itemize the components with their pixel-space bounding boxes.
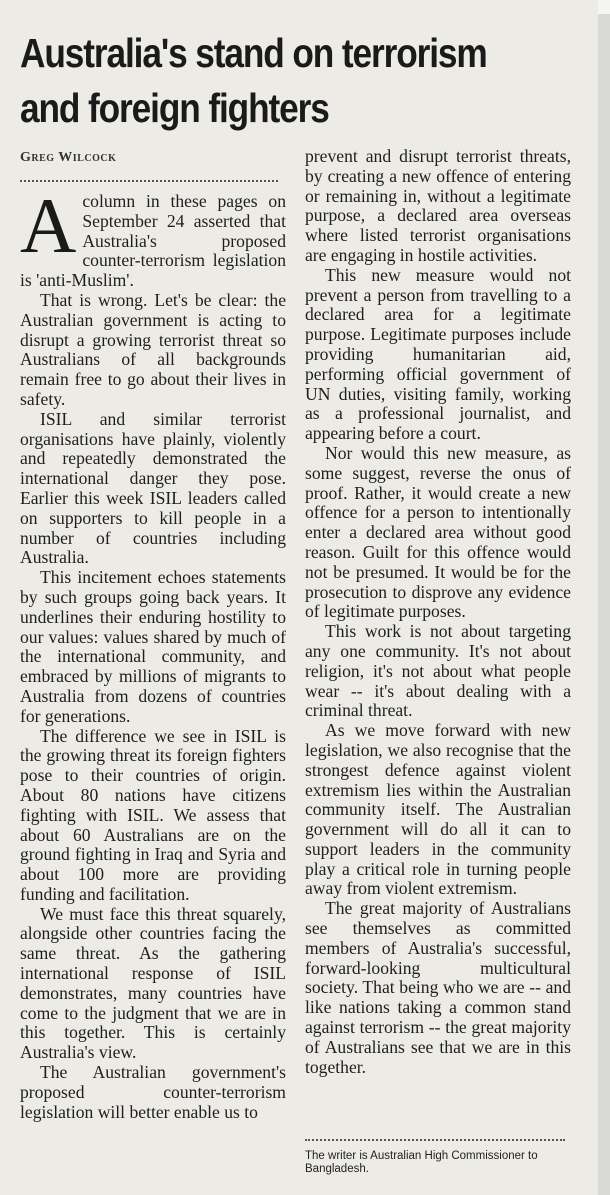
article-paragraph-9: Nor would this new measure, as some suggest, reverse the onus of proof. Rather, it would create a new offence for a person to intentionally enter a declared area without good reason. Guilt for this offence would not be presumed. It would be for the prosecution to disprove any evidence of legitimate purposes. (305, 442, 571, 622)
article-paragraph-11: As we move forward with new legislation, we also recognise that the strongest defence against violent extremism lies within the Australian community itself. The Australian government will do all it can to support leaders in the community play a critical role in turning people away from violent extremism. (305, 720, 571, 899)
article-paragraph-10: This work is not about targeting any one community. It's not about religion, it's not about what people wear -- it's about dealing with a criminal threat. (305, 621, 571, 721)
article-paragraph-3: ISIL and similar terrorist organisations have plainly, violently and repeatedly demonstrated the international danger they pose. Earlier this week ISIL leaders called on supporters to kill people in a number of countries including Australia. (20, 408, 286, 568)
footer-note: The writer is Australian High Commissioner to Bangladesh. (305, 1150, 538, 1175)
page-edge (598, 14, 610, 1195)
drop-cap: A (20, 182, 77, 269)
article-paragraph-7-continued: prevent and disrupt terrorist threats, by creating a new offence of entering or remaining in, without a legitimate purpose, a declared area overseas where listed terrorist organisations are engaging in hostile activities. (305, 146, 571, 265)
headline-line-1: Australia's stand on terrorism (20, 30, 487, 76)
article-paragraph-1 (20, 182, 286, 291)
footer-divider (305, 1139, 565, 1141)
article-paragraph-12: The great majority of Australians see themselves as committed members of Australia's successful, forward-looking multicultural society. That being who we are -- and like nations taking a common stand against terrorism -- the great majority of Australians see that we are in this together. (305, 898, 571, 1077)
article-paragraph-4: This incitement echoes statements by such groups going back years. It underlines their enduring hostility to our values: values shared by much of the international community, and embraced by millions of migrants to Australia from dozens of countries for generations. (20, 567, 286, 726)
article-paragraph-7: The Australian government's proposed counter-terrorism legislation will better enable us to (20, 1062, 286, 1122)
headline (20, 26, 510, 136)
article-paragraph-8: This new measure would not prevent a person from travelling to a declared area for a legitimate purpose. Legitimate purposes include providing humanitarian aid, performing official government of UN duties, visiting family, working as a professional journalist, and appearing before a court. (305, 264, 571, 444)
headline-line-2: and foreign fighters (20, 85, 329, 131)
article-paragraph-5: The difference we see in ISIL is the growing threat its foreign fighters pose to their countries of origin. About 80 nations have citizens fighting with ISIL. We assess that about 60 Australians are on the ground fighting in Iraq and Syria and about 100 more are providing funding and facilitation. (20, 725, 286, 904)
byline: Greg Wilcock (20, 150, 117, 165)
article-column-1 (20, 182, 286, 1122)
article-column-2 (305, 147, 571, 1077)
article-paragraph-1-text: column in these pages on September 24 asserted that Australia's proposed counter-terrorism legislation is 'anti-Muslim'. (20, 191, 286, 291)
article-paragraph-6: We must face this threat squarely, alongside other countries facing the same threat. As the gathering international response of ISIL demonstrates, many countries have come to the judgment that we are in this together. This is certainly Australia's view. (20, 903, 286, 1063)
page-edge-top (598, 0, 610, 14)
article-paragraph-2: That is wrong. Let's be clear: the Australian government is acting to disrupt a growing terrorist threat so Australians of all backgrounds remain free to go about their lives in safety. (20, 289, 286, 409)
